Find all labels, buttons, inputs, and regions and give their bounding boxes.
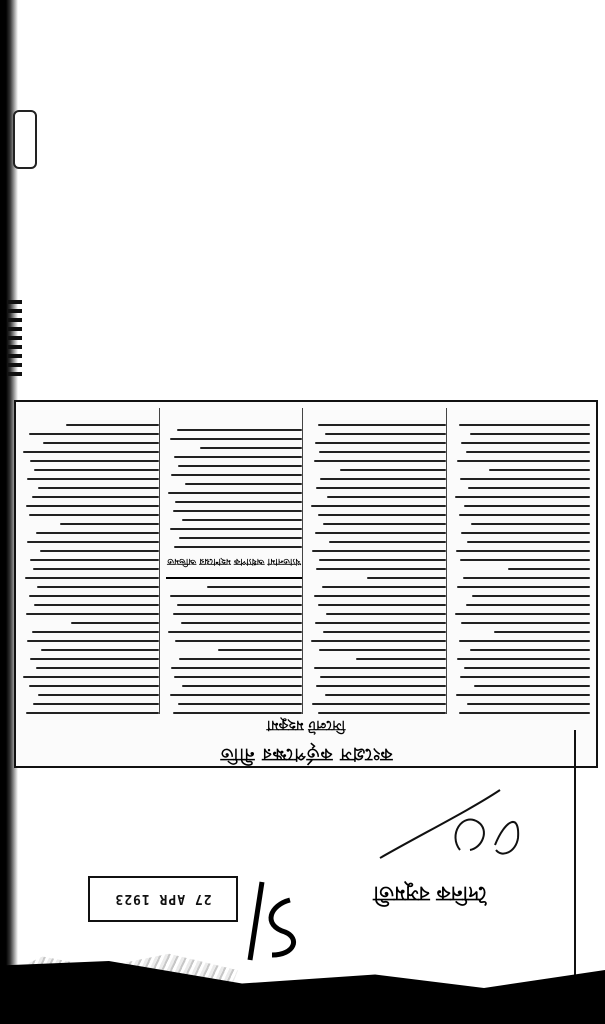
clipping-subhead: সিলেট মহকুমা xyxy=(266,717,346,733)
source-name: দৈনিক বসুমতী xyxy=(373,882,487,907)
clipping-headline: কংগ্রেস কর্তৃপক্ষের নীতি xyxy=(219,744,393,764)
text-column-2 xyxy=(310,408,448,714)
folio-stroke-2 xyxy=(271,900,294,955)
date-stamp xyxy=(88,876,238,922)
clipping-header xyxy=(16,718,596,762)
clipping-columns xyxy=(22,408,590,714)
pen-stroke-loop xyxy=(455,820,483,850)
column-subheading: খ্যাতনামা অধ্যাপক মহাশয়ের অভিমত xyxy=(167,556,301,566)
newspaper-source xyxy=(325,872,535,912)
paper-clip-mark xyxy=(13,110,37,169)
column-divider-rule xyxy=(166,577,303,579)
pen-stroke-line xyxy=(380,790,500,858)
pen-stroke-loop-2 xyxy=(495,822,518,854)
scan-shadow-bottom xyxy=(0,934,605,1024)
text-column-4 xyxy=(22,408,160,714)
binding-holes xyxy=(8,300,22,380)
text-column-3 xyxy=(166,408,304,714)
folio-stroke-1 xyxy=(250,882,262,960)
text-column-1 xyxy=(453,408,590,714)
stamp-date: 27 APR 1923 xyxy=(114,891,212,907)
newspaper-clipping xyxy=(14,400,598,768)
